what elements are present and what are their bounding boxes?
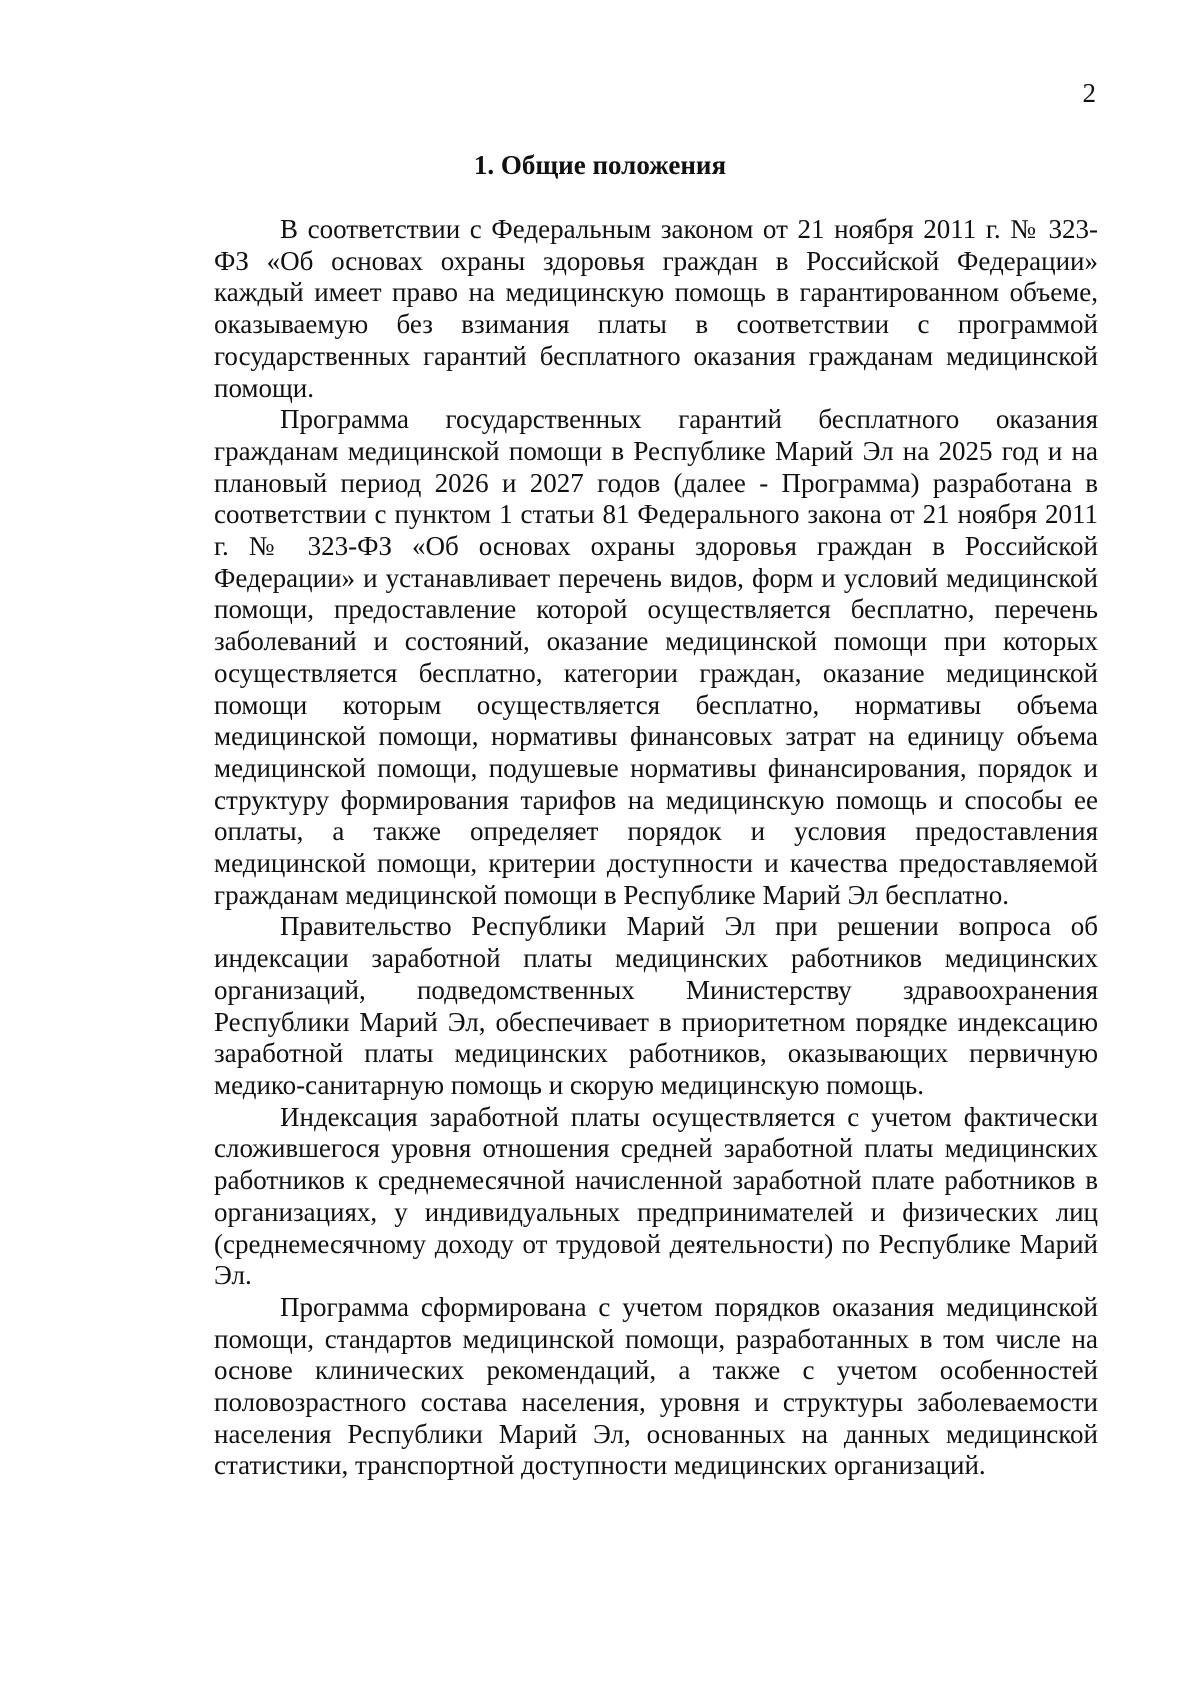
page-number: 2 [1082, 78, 1096, 108]
paragraph-program-scope: Программа государственных гарантий бесплатного оказания гражданам медицинской помощи в Республике Марий Эл на 2025 год и на плановый период 2026 и 2027 годов (далее - Программа) разработана в соответствии с пунктом 1 статьи 81 Федерального закона от 21 ноября 2011 г. № 323-ФЗ «Об основах охраны здоровья граждан в Российской Федерации» и устанавливает перечень видов, форм и условий медицинской помощи, предоставление которой осуществляется бесплатно, перечень заболеваний и состояний, оказание медицинской помощи при которых осуществляется бесплатно, категории граждан, оказание медицинской помощи которым осуществляется бесплатно, нормативы объема медицинской помощи, нормативы финансовых затрат на единицу объема медицинской помощи, подушевые нормативы финансирования, порядок и структуру формирования тарифов на медицинскую помощь и способы ее оплаты, а также определяет порядок и условия предоставления медицинской помощи, критерии доступности и качества предоставляемой гражданам медицинской помощи в Республике Марий Эл бесплатно. [214, 404, 1098, 910]
paragraph-program-formation: Программа сформирована с учетом порядков оказания медицинской помощи, стандартов медицинской помощи, разработанных в том числе на основе клинических рекомендаций, а также с учетом особенностей половозрастного состава населения, уровня и структуры заболеваемости населения Республики Марий Эл, основанных на данных медицинской статистики, транспортной доступности медицинских организаций. [214, 1291, 1098, 1481]
section-title: 1. Общие положения [473, 150, 727, 180]
paragraph-legal-basis: В соответствии с Федеральным законом от 21 ноября 2011 г. № 323-ФЗ «Об основах охраны здоровья граждан в Российской Федерации» каждый имеет право на медицинскую помощь в гарантированном объеме, оказываемую без взимания платы в соответствии с программой государственных гарантий бесплатного оказания гражданам медицинской помощи. [214, 214, 1098, 403]
paragraph-indexation-basis: Индексация заработной платы осуществляется с учетом фактически сложившегося уровня отношения средней заработной платы медицинских работников к среднемесячной начисленной заработной плате работников в организациях, у индивидуальных предпринимателей и физических лиц (среднемесячному доходу от трудовой деятельности) по Республике Марий Эл. [214, 1101, 1098, 1291]
document-body [214, 214, 1098, 1482]
paragraph-government-indexation: Правительство Республики Марий Эл при решении вопроса об индексации заработной платы медицинских работников медицинских организаций, подведомственных Министерству здравоохранения Республики Марий Эл, обеспечивает в приоритетном порядке индексацию заработной платы медицинских работников, оказывающих первичную медико-санитарную помощь и скорую медицинскую помощь. [214, 911, 1098, 1100]
